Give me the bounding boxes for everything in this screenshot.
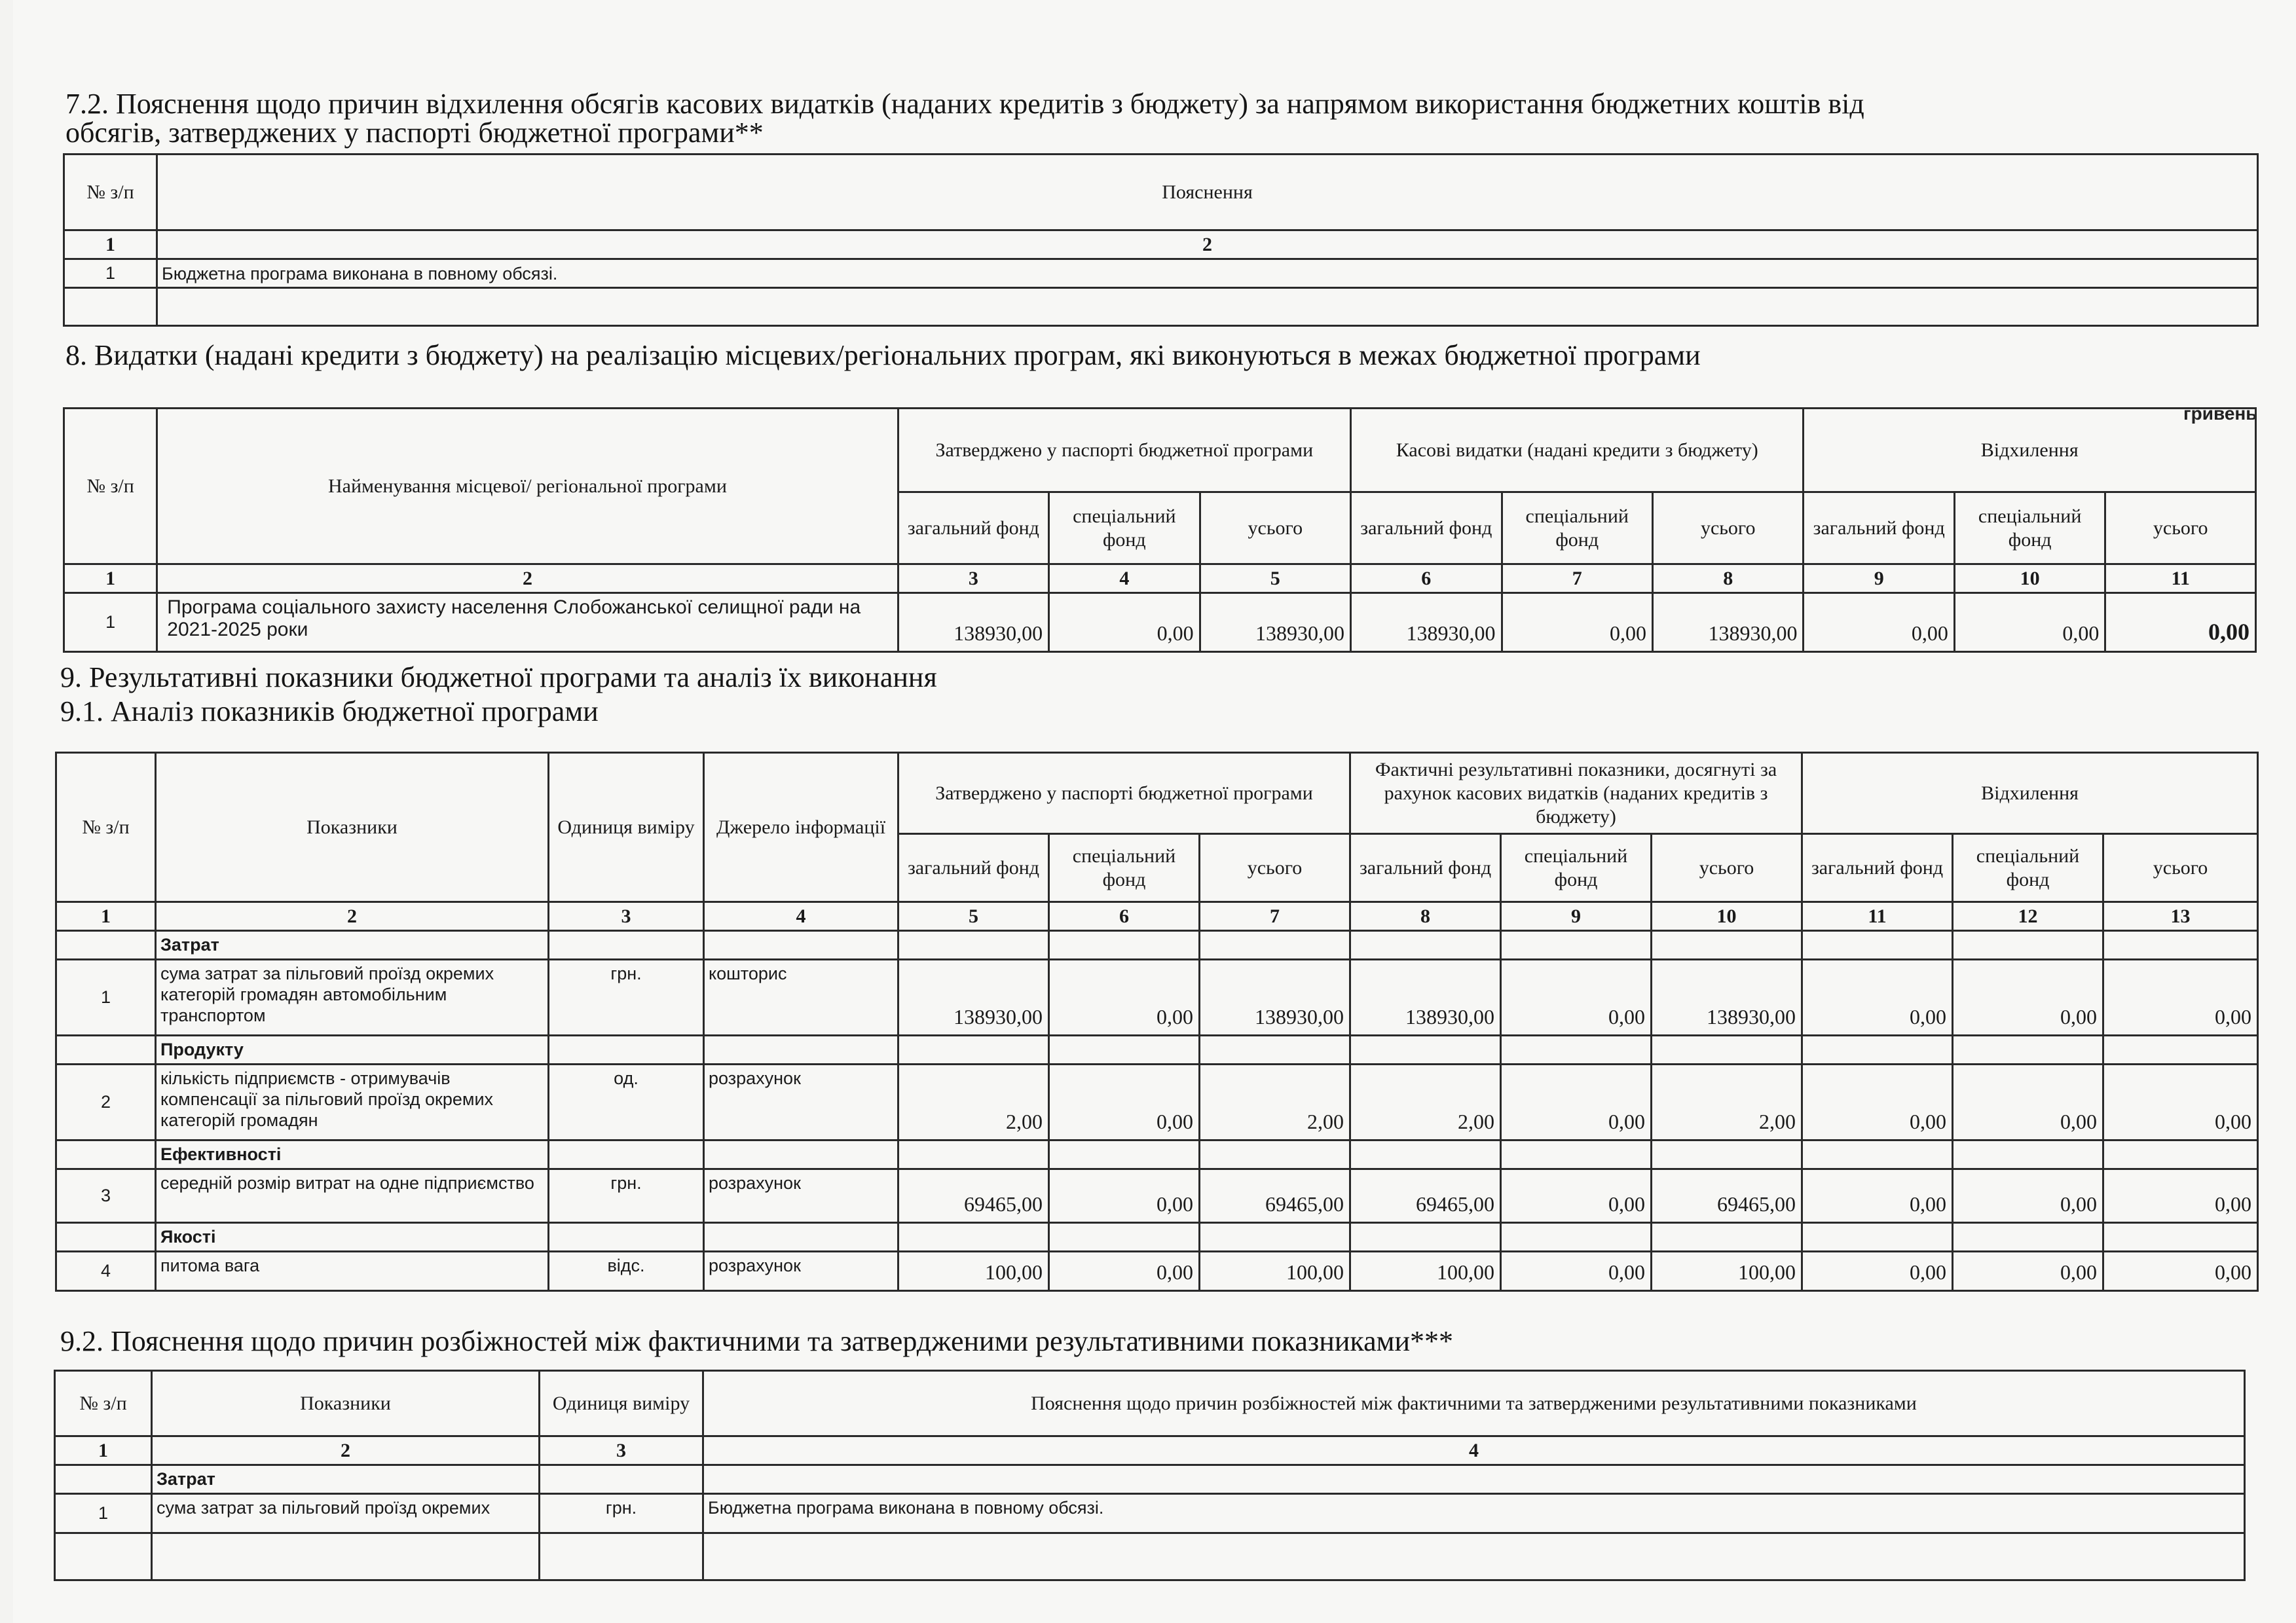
- deviation-special-value: 0,00: [1953, 1065, 2103, 1140]
- column-index: 1: [64, 230, 157, 259]
- general-fund-header: загальний фонд: [1351, 492, 1502, 564]
- actual-total-value: 100,00: [1652, 1252, 1802, 1291]
- approved-special-value: 0,00: [1049, 960, 1200, 1036]
- general-fund-header: загальний фонд: [1350, 834, 1501, 902]
- section-9-title: 9. Результативні показники бюджетної програми та аналіз їх виконання: [60, 661, 937, 693]
- indicator-name: питома вага: [156, 1252, 549, 1291]
- cash-total-value: 138930,00: [1652, 593, 1803, 652]
- approved-total-value: 138930,00: [1200, 593, 1350, 652]
- cash-group-header: Касові видатки (надані кредити з бюджету): [1351, 409, 1804, 492]
- column-index: 5: [898, 902, 1049, 931]
- column-index: 2: [152, 1436, 540, 1465]
- approved-special-value: 0,00: [1049, 1169, 1200, 1223]
- indicator-source: розрахунок: [704, 1252, 898, 1291]
- general-fund-header: загальний фонд: [898, 492, 1048, 564]
- deviation-total-value: 0,00: [2103, 960, 2258, 1036]
- indicator-name: сума затрат за пільговий проїзд окремих категорій громадян автомобільним транспортом: [156, 960, 549, 1036]
- deviation-special-value: 0,00: [1953, 1252, 2103, 1291]
- deviation-total-value: 0,00: [2103, 1065, 2258, 1140]
- indicator-unit: грн.: [540, 1494, 703, 1533]
- deviation-total-value: 0,00: [2105, 593, 2256, 652]
- column-index: 2: [156, 902, 549, 931]
- column-index: 10: [1954, 564, 2105, 593]
- actual-general-value: 138930,00: [1350, 960, 1501, 1036]
- column-index: 6: [1049, 902, 1200, 931]
- row-number: 3: [56, 1169, 156, 1223]
- approved-total-value: 138930,00: [1200, 960, 1350, 1036]
- row-number: 1: [64, 593, 157, 652]
- total-header: усього: [1200, 834, 1350, 902]
- total-header: усього: [1652, 492, 1803, 564]
- approved-general-value: 138930,00: [898, 593, 1048, 652]
- indicator-name: середній розмір витрат на одне підприємство: [156, 1169, 549, 1223]
- section-9-1-title: 9.1. Аналіз показників бюджетної програми: [60, 695, 599, 727]
- section-9-2-title: 9.2. Пояснення щодо причин розбіжностей між фактичними та затвердженими результативними показниками***: [60, 1325, 1453, 1357]
- row-number: 1: [55, 1494, 152, 1533]
- actual-total-value: 138930,00: [1652, 960, 1802, 1036]
- row-number: 1: [56, 960, 156, 1036]
- approved-total-value: 100,00: [1200, 1252, 1350, 1291]
- approved-total-value: 2,00: [1200, 1065, 1350, 1140]
- column-index: 5: [1200, 564, 1350, 593]
- explanation-text: Бюджетна програма виконана в повному обсязі.: [703, 1494, 2245, 1533]
- deviation-special-value: 0,00: [1953, 960, 2103, 1036]
- table-9-1: [55, 752, 2259, 1292]
- section-7-2-title-line1: 7.2. Пояснення щодо причин відхилення обсягів касових видатків (наданих кредитів з бюджету) за напрямом використання бюджетних коштів від: [65, 88, 1864, 120]
- cash-special-value: 0,00: [1502, 593, 1652, 652]
- approved-group-header: Затверджено у паспорті бюджетної програми: [898, 753, 1350, 834]
- deviation-general-value: 0,00: [1802, 1065, 1953, 1140]
- indicator-unit: грн.: [549, 1169, 704, 1223]
- actual-total-value: 69465,00: [1652, 1169, 1802, 1223]
- col-indicators-header: Показники: [152, 1371, 540, 1436]
- approved-group-header: Затверджено у паспорті бюджетної програми: [898, 409, 1350, 492]
- column-index: 8: [1652, 564, 1803, 593]
- approved-general-value: 69465,00: [898, 1169, 1049, 1223]
- general-fund-header: загальний фонд: [1804, 492, 1954, 564]
- row-number: 4: [56, 1252, 156, 1291]
- deviation-group-header: Відхилення: [1804, 409, 2256, 492]
- special-fund-header: спеціальний фонд: [1954, 492, 2105, 564]
- special-fund-header: спеціальний фонд: [1501, 834, 1652, 902]
- column-index: 13: [2103, 902, 2258, 931]
- section-7-2-title-line2: обсягів, затверджених у паспорті бюджетної програми**: [65, 117, 764, 149]
- actual-special-value: 0,00: [1501, 1169, 1652, 1223]
- column-index: 11: [2105, 564, 2256, 593]
- actual-general-value: 69465,00: [1350, 1169, 1501, 1223]
- column-index: 7: [1200, 902, 1350, 931]
- column-index: 9: [1501, 902, 1652, 931]
- actual-general-value: 2,00: [1350, 1065, 1501, 1140]
- column-index: 1: [64, 564, 157, 593]
- column-index: 4: [703, 1436, 2245, 1465]
- column-index: 3: [898, 564, 1048, 593]
- approved-general-value: 2,00: [898, 1065, 1049, 1140]
- deviation-special-value: 0,00: [1953, 1169, 2103, 1223]
- col-number-header: № з/п: [55, 1371, 152, 1436]
- col-source-header: Джерело інформації: [704, 753, 898, 902]
- explanation-text: Бюджетна програма виконана в повному обсязі.: [157, 259, 2258, 288]
- col-explanation-header: Пояснення: [157, 155, 2258, 230]
- deviation-general-value: 0,00: [1802, 960, 1953, 1036]
- deviation-total-value: 0,00: [2103, 1169, 2258, 1223]
- category-label: Затрат: [152, 1465, 540, 1494]
- column-index: 2: [157, 230, 2258, 259]
- table-9-2: [54, 1370, 2246, 1581]
- indicator-unit: відс.: [549, 1252, 704, 1291]
- deviation-general-value: 0,00: [1804, 593, 1954, 652]
- row-number: 2: [56, 1065, 156, 1140]
- indicator-unit: грн.: [549, 960, 704, 1036]
- approved-total-value: 69465,00: [1200, 1169, 1350, 1223]
- column-index: 11: [1802, 902, 1953, 931]
- total-header: усього: [1652, 834, 1802, 902]
- approved-special-value: 0,00: [1049, 1065, 1200, 1140]
- column-index: 10: [1652, 902, 1802, 931]
- category-label: Затрат: [156, 931, 549, 960]
- general-fund-header: загальний фонд: [1802, 834, 1953, 902]
- total-header: усього: [2103, 834, 2258, 902]
- col-unit-header: Одиниця виміру: [549, 753, 704, 902]
- column-index: 8: [1350, 902, 1501, 931]
- currency-unit: гривень: [2183, 403, 2257, 424]
- deviation-special-value: 0,00: [1954, 593, 2105, 652]
- special-fund-header: спеціальний фонд: [1049, 834, 1200, 902]
- column-index: 1: [55, 1436, 152, 1465]
- general-fund-header: загальний фонд: [898, 834, 1049, 902]
- col-indicators-header: Показники: [156, 753, 549, 902]
- special-fund-header: спеціальний фонд: [1049, 492, 1200, 564]
- column-index: 6: [1351, 564, 1502, 593]
- col-number-header: № з/п: [56, 753, 156, 902]
- row-number: 1: [64, 259, 157, 288]
- column-index: 3: [549, 902, 704, 931]
- actual-group-header: Фактичні результативні показники, досягнуті за рахунок касових видатків (наданих кредитів з бюджету): [1350, 753, 1802, 834]
- special-fund-header: спеціальний фонд: [1502, 492, 1652, 564]
- actual-special-value: 0,00: [1501, 1065, 1652, 1140]
- category-label: Продукту: [156, 1036, 549, 1065]
- column-index: 1: [56, 902, 156, 931]
- deviation-general-value: 0,00: [1802, 1252, 1953, 1291]
- column-index: 2: [157, 564, 898, 593]
- column-index: 12: [1953, 902, 2103, 931]
- approved-general-value: 138930,00: [898, 960, 1049, 1036]
- col-unit-header: Одиниця виміру: [540, 1371, 703, 1436]
- table-7-2: [63, 153, 2259, 327]
- indicator-source: розрахунок: [704, 1169, 898, 1223]
- deviation-general-value: 0,00: [1802, 1169, 1953, 1223]
- indicator-source: кошторис: [704, 960, 898, 1036]
- table-8: [63, 407, 2257, 653]
- special-fund-header: спеціальний фонд: [1953, 834, 2103, 902]
- category-label: Ефективності: [156, 1140, 549, 1169]
- deviation-group-header: Відхилення: [1802, 753, 2258, 834]
- section-8-title: 8. Видатки (надані кредити з бюджету) на реалізацію місцевих/регіональних програм, які виконуються в межах бюджетної програми: [65, 339, 1701, 371]
- actual-total-value: 2,00: [1652, 1065, 1802, 1140]
- indicator-source: розрахунок: [704, 1065, 898, 1140]
- approved-special-value: 0,00: [1049, 593, 1200, 652]
- approved-special-value: 0,00: [1049, 1252, 1200, 1291]
- actual-special-value: 0,00: [1501, 1252, 1652, 1291]
- actual-special-value: 0,00: [1501, 960, 1652, 1036]
- col-number-header: № з/п: [64, 409, 157, 564]
- program-name: Програма соціального захисту населення Слобожанської селищної ради на 2021-2025 роки: [157, 593, 898, 652]
- indicator-name: кількість підприємств - отримувачів компенсації за пільговий проїзд окремих категорій громадян: [156, 1065, 549, 1140]
- column-index: 9: [1804, 564, 1954, 593]
- total-header: усього: [1200, 492, 1350, 564]
- actual-general-value: 100,00: [1350, 1252, 1501, 1291]
- deviation-total-value: 0,00: [2103, 1252, 2258, 1291]
- indicator-name: сума затрат за пільговий проїзд окремих: [152, 1494, 540, 1533]
- indicator-unit: од.: [549, 1065, 704, 1140]
- category-label: Якості: [156, 1223, 549, 1252]
- approved-general-value: 100,00: [898, 1252, 1049, 1291]
- column-index: 3: [540, 1436, 703, 1465]
- cash-general-value: 138930,00: [1351, 593, 1502, 652]
- column-index: 4: [1049, 564, 1200, 593]
- total-header: усього: [2105, 492, 2256, 564]
- col-number-header: № з/п: [64, 155, 157, 230]
- col-program-name-header: Найменування місцевої/ регіональної програми: [157, 409, 898, 564]
- column-index: 7: [1502, 564, 1652, 593]
- col-explanation-header: Пояснення щодо причин розбіжностей між фактичними та затвердженими результативними показниками: [703, 1371, 2245, 1436]
- column-index: 4: [704, 902, 898, 931]
